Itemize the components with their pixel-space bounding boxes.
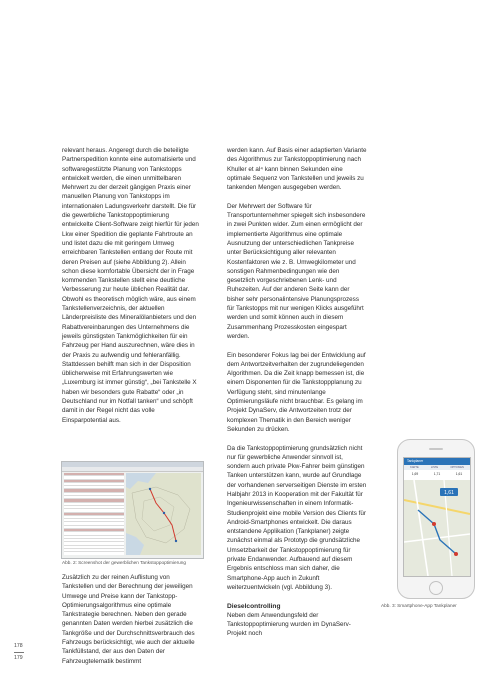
figure-3-caption: Abb. 3: Smartphone-App Tankplaner <box>381 603 457 608</box>
figure-2-screenshot <box>61 461 204 559</box>
page-number-right: 179 <box>14 655 23 661</box>
station-table <box>64 473 124 555</box>
column-1-top <box>62 146 200 434</box>
price-value: 1,61 <box>455 472 463 476</box>
page-number-divider <box>14 652 24 653</box>
column-1-bottom <box>62 573 200 675</box>
map-price-label: 1,61 <box>444 490 454 496</box>
tab-map[interactable]: KARTE <box>410 466 419 469</box>
body-paragraph: Ein besonderer Fokus lag bei der Entwicklung auf dem Antwortzeitverhalten der zugrundeliegenden Algorithmen. Da die Zeit knapp bemessen ist, die einem Disponenten für die Tankstoppplanung zu Verfügung steht, sind minutenlange Optimierungsläufe nicht brauchbar. Es gelang im Projekt DynaServ, die Antwortzeiten trotz der komplexen Thematik in den Bereich weniger Sekunden zu drücken. <box>227 351 366 433</box>
home-button[interactable] <box>429 581 443 595</box>
body-paragraph: relevant heraus. Angeregt durch die beteiligte Partnerspedition konnte eine automatisierte und softwaregestützte Planung von Tankstopps entwickelt werden, die einen unmittelbaren Mehrwert zu der derzeit gängigen Praxis einer manuellen Planung von Tankstopps im internationalen Ladungsverkehr darstellt. Die für die gewerbliche Tankstoppoptimierung entwickelte Client-Software zeigt hierfür für jeden Lkw einer Spedition die geplante Fahrtroute an und listet dazu die mit geringem Umweg erreichbaren Tankstellen entlang der Route mit deren Preisen auf (siehe Abbildung 2). Allein schon diese komfortable Übersicht der in Frage kommenden Tankstellen stellt eine deutliche Verbesserung zur heute üblichen Realität dar. Obwohl es theoretisch möglich wäre, aus einem Tankstellenverzeichnis, der aktuellen Länderpreisliste des Mineralölanbieters und den Rabattvereinbarungen des Unternehmens die jeweils günstigsten Tankmöglichkeiten für ein Fahrzeug per Hand auszurechnen, wäre dies in der Praxis zu aufwendig und fehleranfällig. Stattdessen behilft man sich in der Disposition üblicherweise mit Erfahrungswerten wie „Luxemburg ist immer günstig“, „bei Tankstelle X haben wir besonders gute Rabatte“ oder „in Deutschland nur im Notfall tanken“ und schöpft damit in der Regel nicht das volle Einsparpotential aus. <box>62 147 199 424</box>
map-graphic <box>404 480 470 576</box>
page-number-left: 178 <box>14 643 23 649</box>
price-summary <box>404 470 470 478</box>
price-value: 1,71 <box>433 472 441 476</box>
body-paragraph: Neben dem Anwendungsfeld der Tankstoppoptimierung wurden im DynaServ-Projekt noch <box>227 611 351 638</box>
phone-map[interactable] <box>404 480 470 576</box>
section-heading: Dieselcontrolling <box>227 602 281 610</box>
price-value: 1,69 <box>411 472 419 476</box>
body-paragraph: Der Mehrwert der Software für Transportunternehmer spiegelt sich insbesondere in zwei Punkten wider. Zum einen ermöglicht der implementierte Algorithmus eine optimale Ausnutzung der unterschiedlichen Tankpreise unter Berücksichtigung aller relevanten Kostenfaktoren wie z. B. Umwegkilometer und sonstigen Rahmenbedingungen wie den gesetzlich vorgeschriebenen Lenk- und Ruhezeiten. Auf der anderen Seite kann der bisher sehr personalintensive Planungsprozess für Tankstopps mit nur wenigen Klicks ausgeführt werden und somit können auch in diesem Zusammenhang Prozesskosten eingespart werden. <box>227 202 366 340</box>
body-paragraph: Da die Tankstoppoptimierung grundsätzlich nicht nur für gewerbliche Anwender sinnvoll ist, sondern auch private Pkw-Fahrer beim günstigen Tanken unterstützen kann, wurde auf Grundlage der vorhandenen serverseitigen Dienste im ersten Halbjahr 2013 in Kooperation mit der Fakultät für Ingenieurwissenschaften in einem Informatik-Studienprojekt eine mobile Version des Clients für Android-Smartphones entwickelt. Die daraus entstandene Applikation (Tankplaner) zeigte zunächst einmal als Prototyp die grundsätzliche Umsetzbarkeit der Tankstoppoptimierung für private Endanwender. Aufbauend auf diesem Ergebnis entschloss man sich daher, die Smartphone-App auch in Zukunft weiterzuentwickeln (vgl. Abbildung 3). <box>227 444 367 591</box>
figure-3-smartphone <box>397 439 475 599</box>
column-2 <box>227 146 367 648</box>
body-paragraph: werden kann. Auf Basis einer adaptierten Variante des Algorithmus zur Tankstoppoptimierung nach Khuller et al⁴ kann binnen Sekunden eine optimale Sequenz von Tankstellen und jeweils zu tankenden Mengen ausgegeben werden. <box>227 147 367 192</box>
app-title: Tankplaner <box>404 458 470 465</box>
tab-options[interactable]: OPTIONEN <box>450 466 464 469</box>
figure-2-caption: Abb. 2: Screenshot der gewerblichen Tankstoppoptimierung <box>62 560 186 565</box>
app-tabs <box>404 465 470 470</box>
app-menubar <box>62 467 203 472</box>
table-row <box>64 549 124 552</box>
phone-screen <box>403 457 471 577</box>
europe-map-graphic <box>126 473 201 555</box>
route-map <box>126 473 201 555</box>
phone-speaker <box>429 448 443 450</box>
tab-list[interactable]: LISTE <box>430 466 439 469</box>
body-paragraph: Zusätzlich zu der reinen Auflistung von Tankstellen und der Berechnung der jeweiligen Umwege und Preise kann der Tankstopp-Optimierungsalgorithmus eine optimale Tankstrategie berechnen. Neben den gerade genannten Daten werden hierbei zusätzlich die Tankgröße und der Durchschnittsverbrauch des Fahrzeugs berücksichtigt, wie auch der aktuelle Tankfüllstand, der aus den Daten der Fahrzeugtelematik bestimmt <box>62 574 195 665</box>
